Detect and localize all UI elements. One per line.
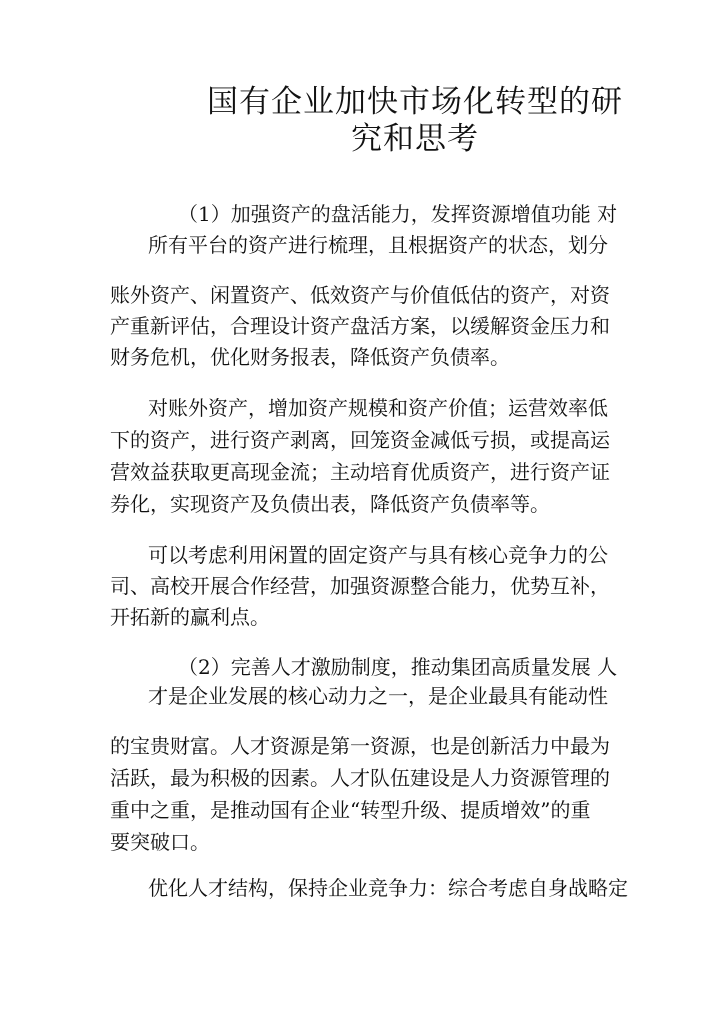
text-line: 重中之重，是推动国有企业“转型升级、提质增效”的重 bbox=[110, 798, 591, 822]
text-line: 活跃，最为积极的因素。人才队伍建设是人力资源管理的 bbox=[110, 766, 610, 790]
title-line-1: 国有企业加快市场化转型的研 bbox=[207, 84, 623, 120]
text-line: 优化人才结构，保持企业竞争力：综合考虑自身战略定 bbox=[148, 876, 628, 900]
text-line: 对账外资产，增加资产规模和资产价值；运营效率低 bbox=[148, 396, 608, 420]
text-line: 下的资产，进行资产剥离，回笼资金减低亏损，或提高运 bbox=[110, 428, 610, 452]
text-line: 产重新评估，合理设计资产盘活方案，以缓解资金压力和 bbox=[110, 314, 610, 338]
text-line: 才是企业发展的核心动力之一，是企业最具有能动性 bbox=[148, 684, 608, 708]
text-line: 财务危机，优化财务报表，降低资产负债率。 bbox=[110, 345, 510, 369]
text-line: 开拓新的赢利点。 bbox=[110, 605, 270, 629]
text-line: 的宝贵财富。人才资源是第一资源，也是创新活力中最为 bbox=[110, 734, 610, 758]
text-line: 司、高校开展合作经营，加强资源整合能力，优势互补， bbox=[110, 574, 610, 598]
text-line: 券化，实现资产及负债出表，降低资产负债率等。 bbox=[110, 492, 550, 516]
text-line: （1）加强资产的盘活能力，发挥资源增值功能 对 bbox=[178, 202, 618, 226]
text-line: 所有平台的资产进行梳理，且根据资产的状态，划分 bbox=[148, 233, 608, 257]
title-line-2: 究和思考 bbox=[351, 121, 479, 157]
text-line: （2）完善人才激励制度，推动集团高质量发展 人 bbox=[178, 655, 618, 679]
text-line: 要突破口。 bbox=[110, 830, 210, 854]
text-line: 可以考虑利用闲置的固定资产与具有核心竞争力的公 bbox=[148, 543, 608, 567]
text-line: 账外资产、闲置资产、低效资产与价值低估的资产，对资 bbox=[110, 283, 610, 307]
document-title bbox=[190, 84, 640, 158]
text-line: 营效益获取更高现金流；主动培育优质资产，进行资产证 bbox=[110, 460, 610, 484]
